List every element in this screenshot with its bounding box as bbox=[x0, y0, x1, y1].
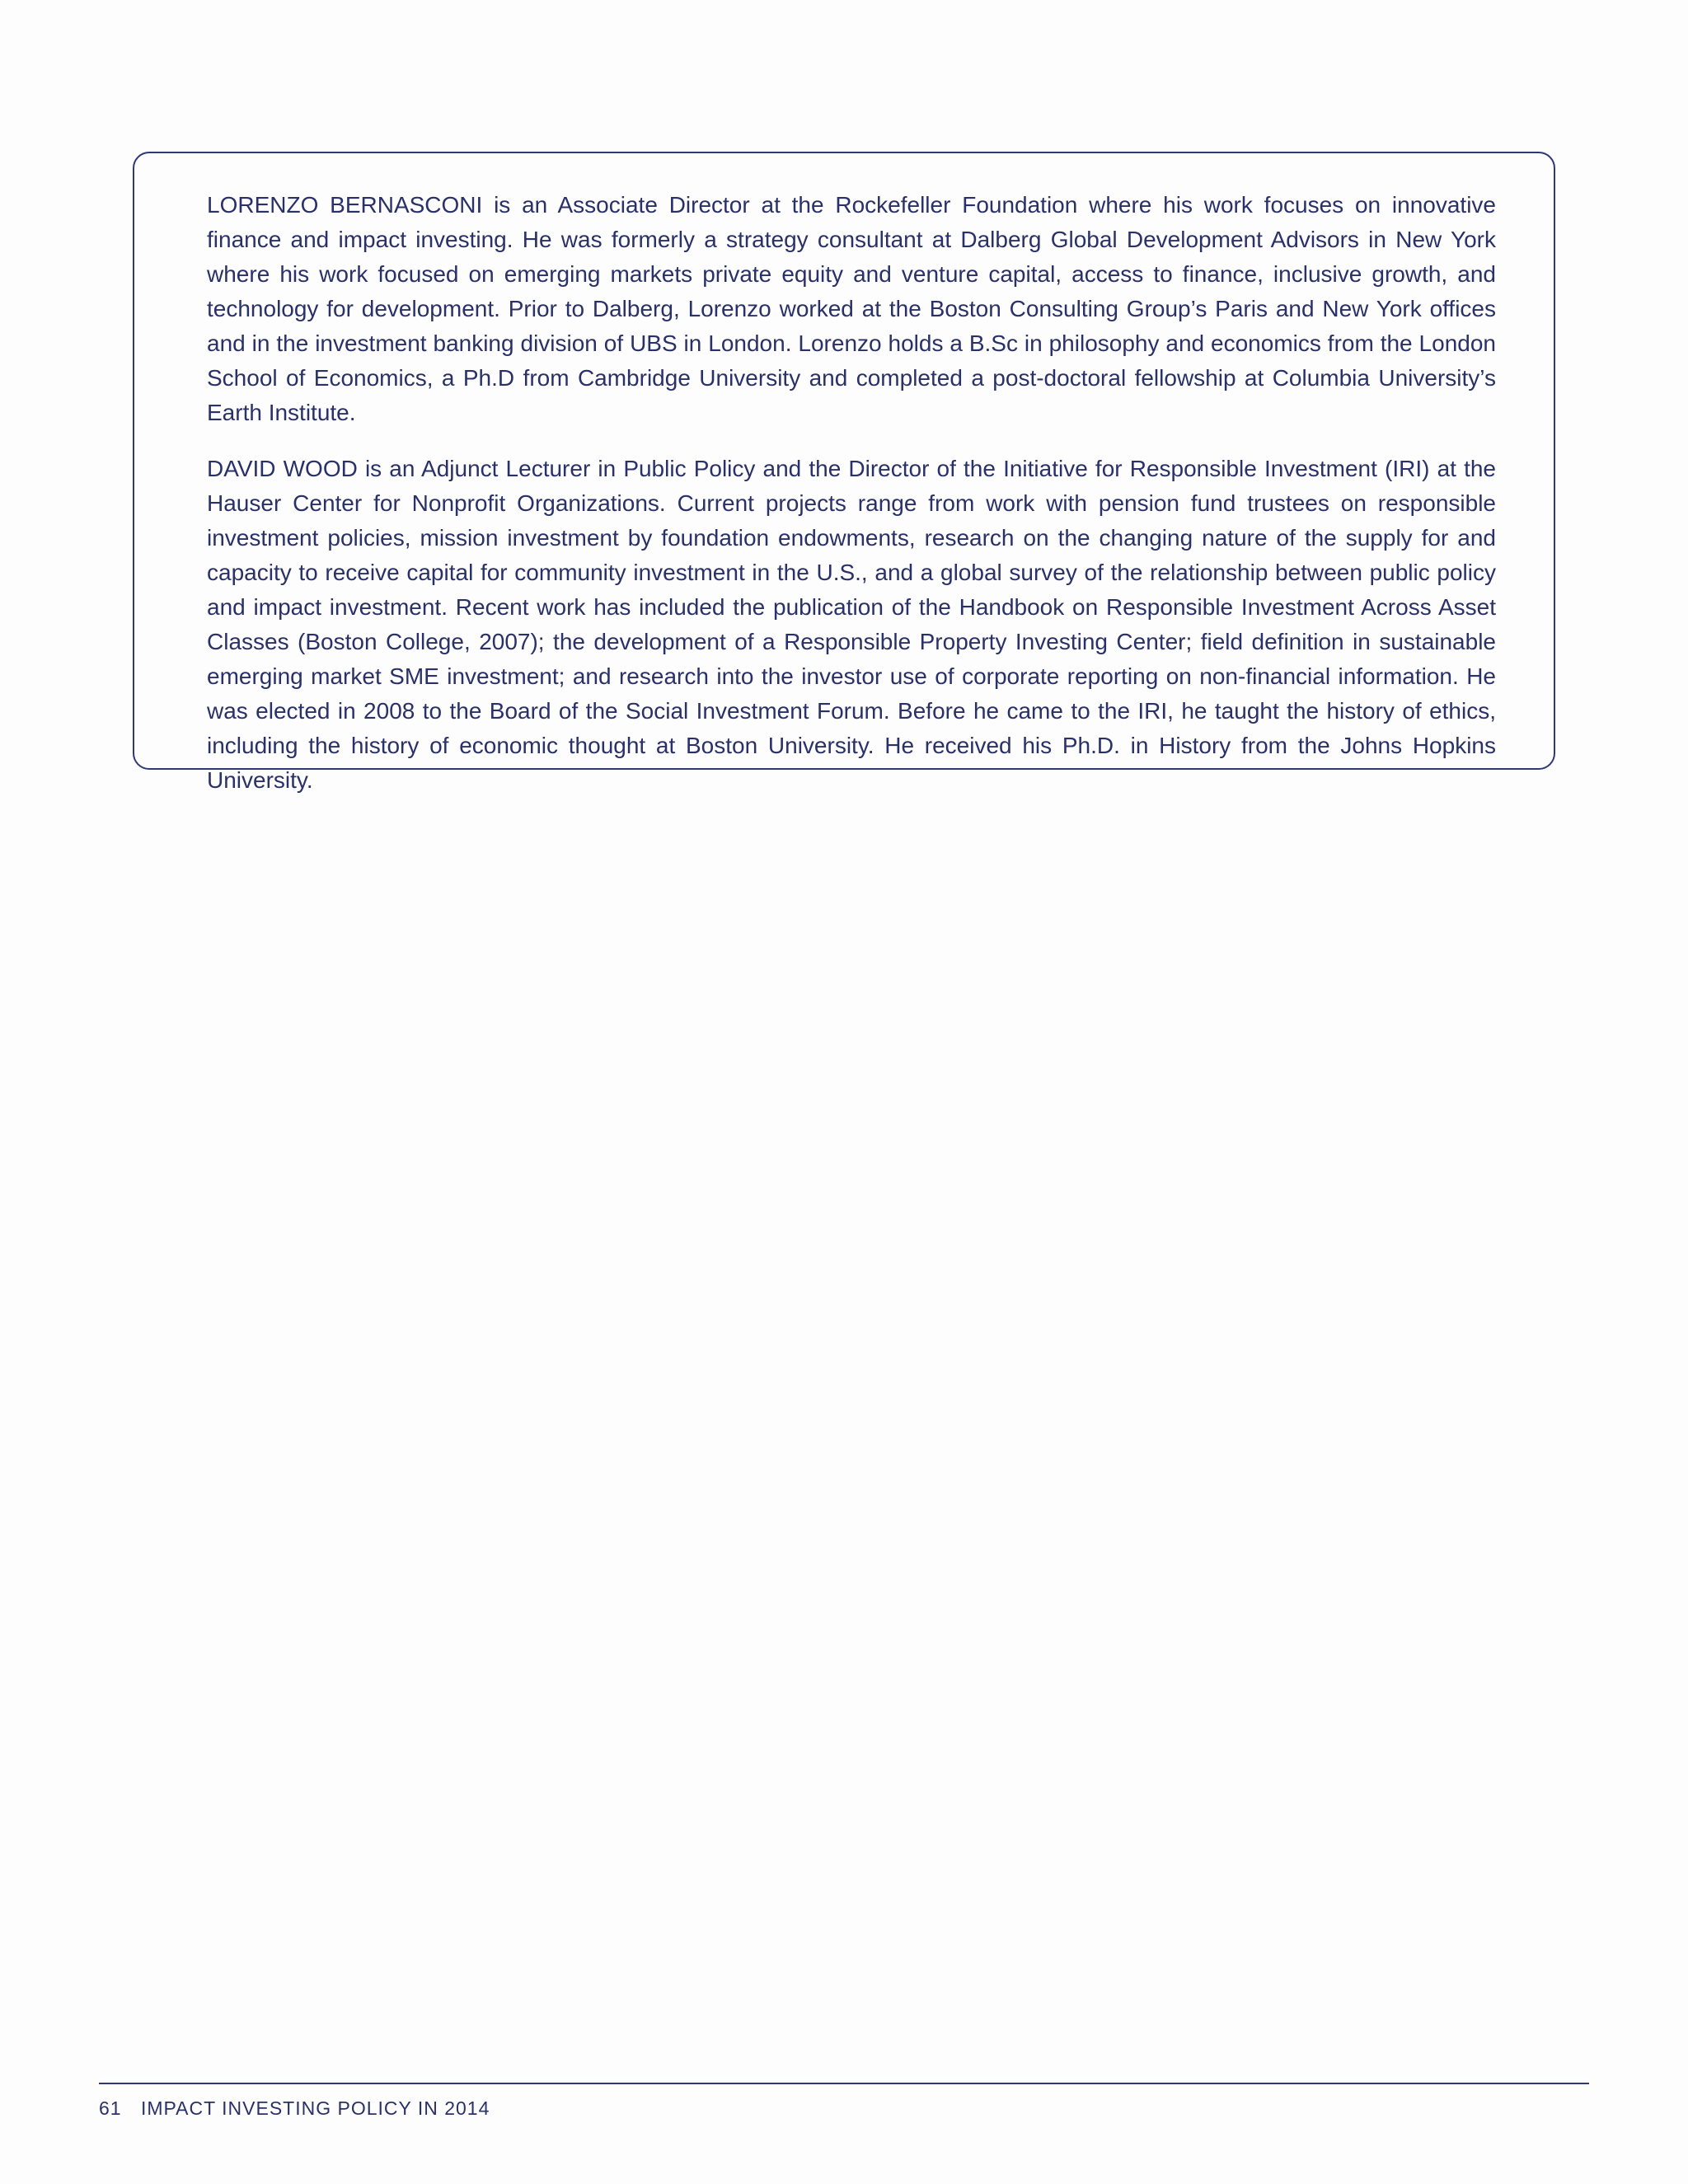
author-bios-box bbox=[133, 152, 1555, 793]
footer-divider bbox=[99, 2083, 1589, 2084]
bio-david-wood: DAVID WOOD is an Adjunct Lecturer in Public Policy and the Director of the Initiative for Responsible Investment (IRI) at the Hauser Center for Nonprofit Organizations. Current projects range from work with pension fund trustees on responsible investment policies, mission investment by foundation endowments, research on the changing nature of the supply for and capacity to receive capital for community investment in the U.S., and a global survey of the relationship between public policy and impact investment. Recent work has included the publication of the Handbook on Responsible Investment Across Asset Classes (Boston College, 2007); the development of a Responsible Property Investing Center; field definition in sustainable emerging market SME investment; and research into the investor use of corporate reporting on non-financial information. He was elected in 2008 to the Board of the Social Investment Forum. Before he came to the IRI, he taught the history of ethics, including the history of economic thought at Boston University. He received his Ph.D. in History from the Johns Hopkins University. bbox=[207, 456, 1496, 793]
bio-lorenzo-bernasconi: LORENZO BERNASCONI is an Associate Director at the Rockefeller Foundation where his work focuses on innovative finance and impact investing. He was formerly a strategy consultant at Dalberg Global Development Advisors in New York where his work focused on emerging markets private equity and venture capital, access to finance, inclusive growth, and technology for development. Prior to Dalberg, Lorenzo worked at the Boston Consulting Group’s Paris and New York offices and in the investment banking division of UBS in London. Lorenzo holds a B.Sc in philosophy and economics from the London School of Economics, a Ph.D from Cambridge University and completed a post-doctoral fellowship at Columbia University’s Earth Institute. bbox=[207, 192, 1496, 425]
page-number: 61 bbox=[99, 2097, 122, 2119]
page-footer bbox=[99, 2097, 490, 2120]
publication-title: IMPACT INVESTING POLICY IN 2014 bbox=[140, 2097, 490, 2119]
